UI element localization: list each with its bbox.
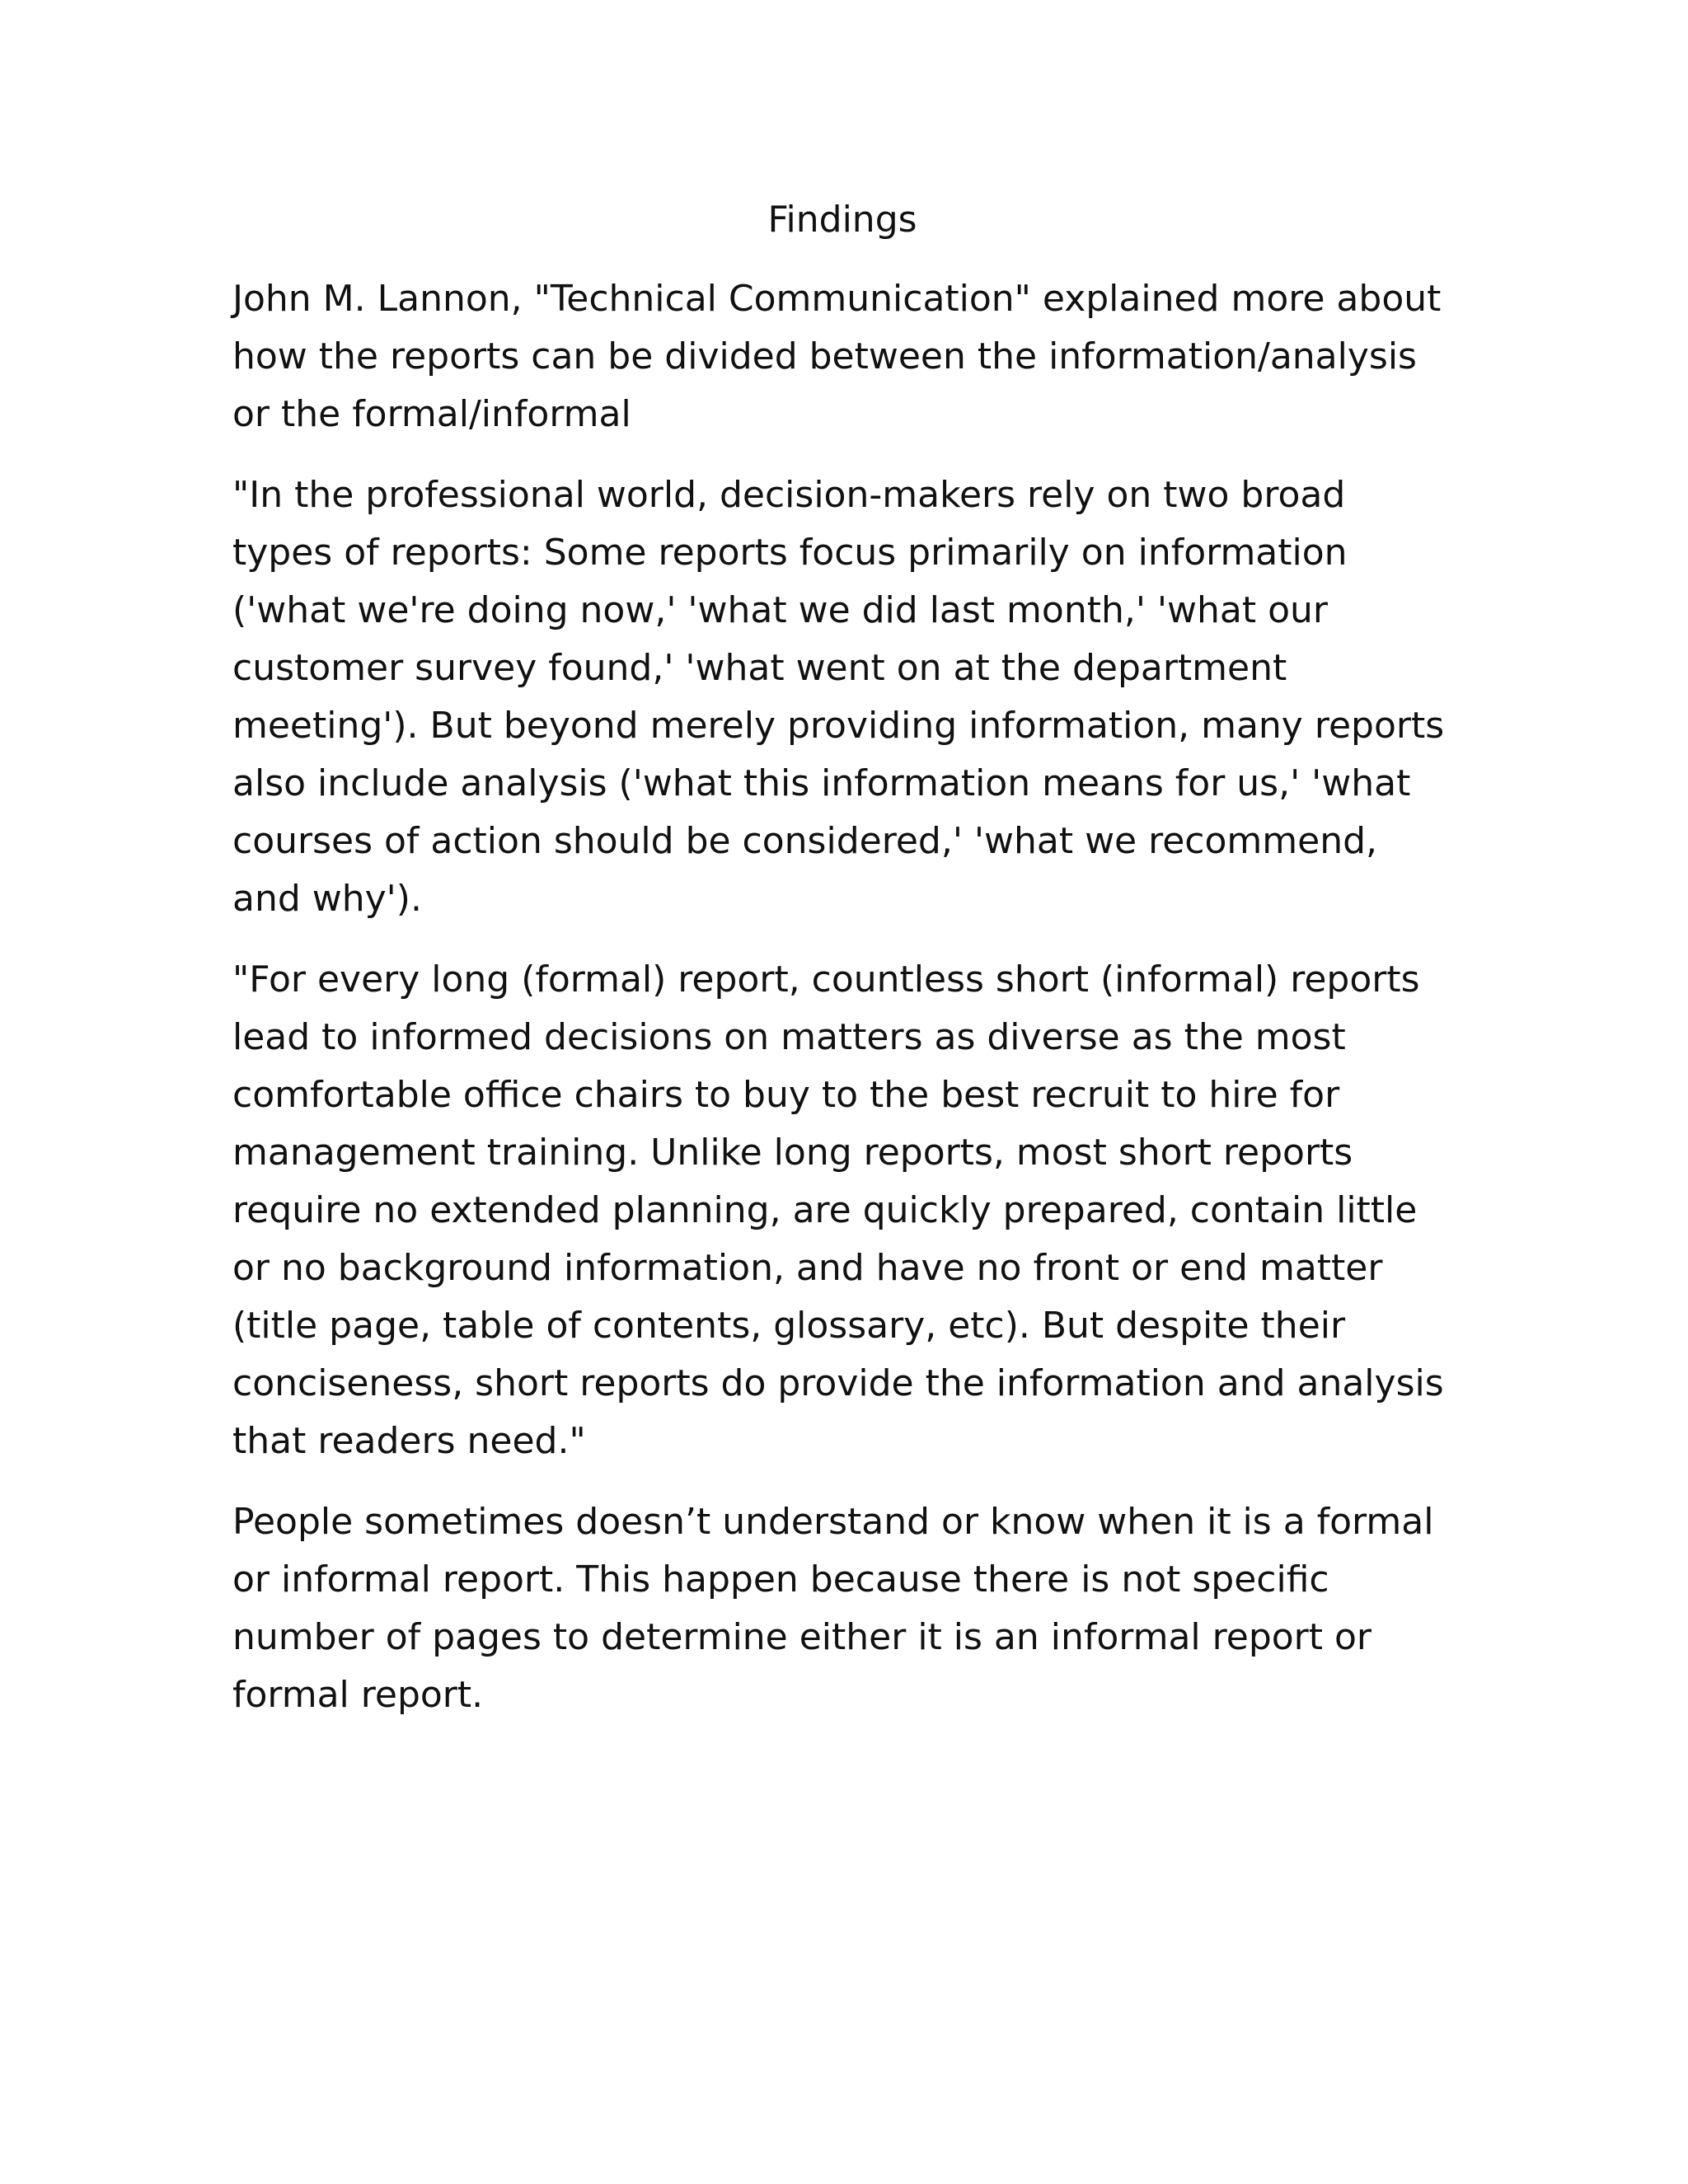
paragraph-intro: John M. Lannon, "Technical Communication" explained more about how the reports can be divided between the information/analysis or the formal/informal [232, 278, 1442, 435]
paragraph-quote-1: "In the professional world, decision-makers rely on two broad types of reports: Some reports focus primarily on information ('what we're doing now,' 'what we did last month,' 'what our customer survey found,' 'what went on at the department meeting'). But beyond merely providing information, many reports also include analysis ('what this information means for us,' 'what courses of action should be considered,' 'what we recommend, and why'). [232, 474, 1445, 920]
paragraph-quote-2: "For every long (formal) report, countless short (informal) reports lead to informed decisions on matters as diverse as the most comfortable office chairs to buy to the best recruit to hire for management training. Unlike long reports, most short reports require no extended planning, are quickly prepared, contain little or no background information, and have no front or end matter (title page, table of contents, glossary, etc). But despite their conciseness, short reports do provide the information and analysis that readers need." [232, 958, 1444, 1462]
page-title: Findings [767, 199, 917, 241]
paragraph-conclusion: People sometimes doesn’t understand or know when it is a formal or informal report. This happen because there is not specific number of pages to determine either it is an informal report or formal report. [232, 1501, 1434, 1716]
document-body [232, 191, 1452, 1747]
